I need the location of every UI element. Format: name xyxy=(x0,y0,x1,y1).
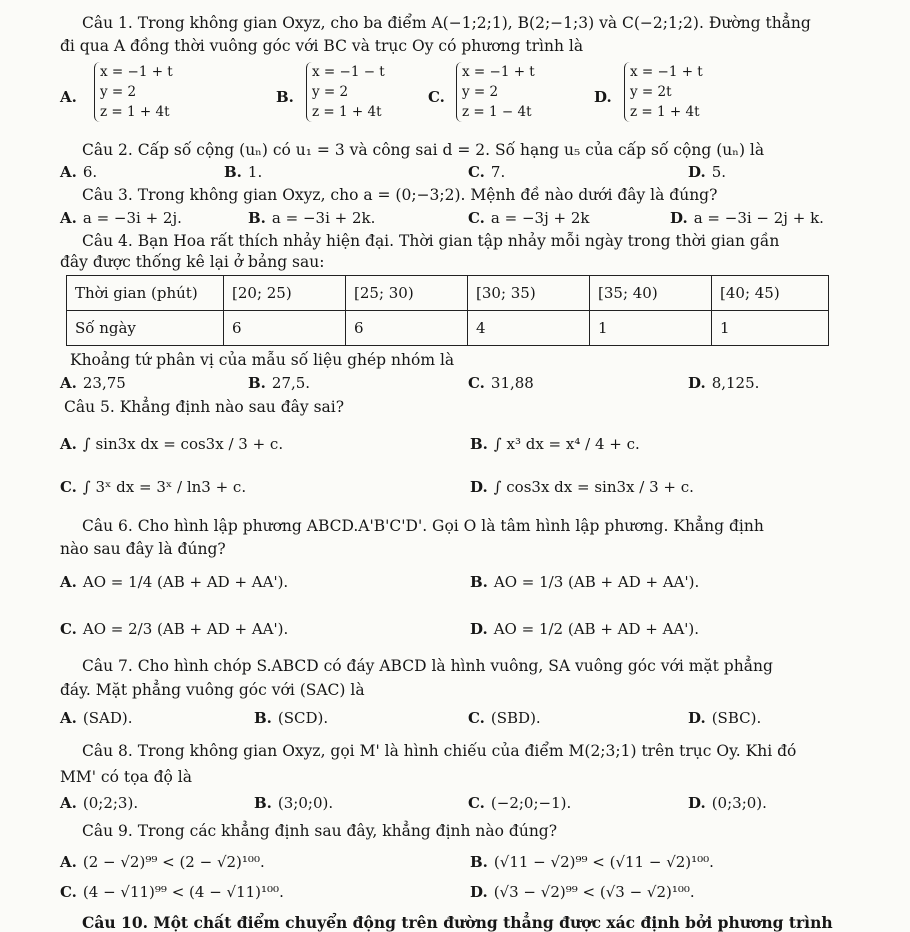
q1-option-a xyxy=(100,62,173,122)
q5-option-b[interactable]: B. ∫ x³ dx = x⁴ / 4 + c. xyxy=(470,435,640,453)
q6-option-a[interactable]: A. AO = 1/4 (AB + AD + AA'). xyxy=(60,573,289,591)
q1-option-c xyxy=(462,62,535,122)
q8-option-c[interactable]: C. (−2;0;−1). xyxy=(468,794,572,812)
q8-stem-line1: Câu 8. Trong không gian Oxyz, gọi M' là hình chiếu của điểm M(2;3;1) trên trục Oy. Khi đó xyxy=(82,742,797,760)
table-cell: [30; 35) xyxy=(468,276,590,311)
q7-option-d[interactable]: D. (SBC). xyxy=(688,709,762,727)
eq-line: z = 1 − 4t xyxy=(462,104,532,120)
q6-stem-line2: nào sau đây là đúng? xyxy=(60,540,226,558)
q2-option-c[interactable]: C. 7. xyxy=(468,163,506,181)
q5-option-d[interactable]: D. ∫ cos3x dx = sin3x / 3 + c. xyxy=(470,478,694,496)
q9-option-d[interactable]: D. (√3 − √2)⁹⁹ < (√3 − √2)¹⁰⁰. xyxy=(470,883,695,901)
table-cell: 4 xyxy=(468,311,590,346)
q1-option-d xyxy=(630,62,703,122)
q9-option-b[interactable]: B. (√11 − √2)⁹⁹ < (√11 − √2)¹⁰⁰. xyxy=(470,853,714,871)
q7-stem-line1: Câu 7. Cho hình chóp S.ABCD có đáy ABCD là hình vuông, SA vuông góc với mặt phẳng xyxy=(82,657,773,675)
q6-option-c[interactable]: C. AO = 2/3 (AB + AD + AA'). xyxy=(60,620,289,638)
q1-label-a[interactable]: A. xyxy=(60,88,77,106)
table-cell: 1 xyxy=(590,311,712,346)
brace-icon xyxy=(624,62,630,122)
q8-option-a[interactable]: A. (0;2;3). xyxy=(60,794,139,812)
eq-line: z = 1 + 4t xyxy=(100,104,170,120)
eq-line: y = 2 xyxy=(312,84,349,100)
q2-option-b[interactable]: B. 1. xyxy=(224,163,263,181)
q1-option-b xyxy=(312,62,385,122)
q8-stem-line2: MM' có tọa độ là xyxy=(60,768,192,786)
q9-option-a[interactable]: A. (2 − √2)⁹⁹ < (2 − √2)¹⁰⁰. xyxy=(60,853,265,871)
q7-stem-line2: đáy. Mặt phẳng vuông góc với (SAC) là xyxy=(60,681,365,699)
q3-option-a[interactable]: A. a = −3i + 2j. xyxy=(60,209,182,227)
q5-option-a[interactable]: A. ∫ sin3x dx = cos3x / 3 + c. xyxy=(60,435,284,453)
q5-stem: Câu 5. Khẳng định nào sau đây sai? xyxy=(64,398,345,416)
q3-option-b[interactable]: B. a = −3i + 2k. xyxy=(248,209,376,227)
q1-stem-line2: đi qua A đồng thời vuông góc với BC và trục Oy có phương trình là xyxy=(60,37,584,55)
table-cell: 6 xyxy=(224,311,346,346)
q6-stem-line1: Câu 6. Cho hình lập phương ABCD.A'B'C'D'. Gọi O là tâm hình lập phương. Khẳng định xyxy=(82,517,764,535)
q2-option-a[interactable]: A. 6. xyxy=(60,163,98,181)
q4-option-c[interactable]: C. 31,88 xyxy=(468,374,534,392)
q5-option-c[interactable]: C. ∫ 3ˣ dx = 3ˣ / ln3 + c. xyxy=(60,478,247,496)
q2-stem: Câu 2. Cấp số cộng (uₙ) có u₁ = 3 và công sai d = 2. Số hạng u₅ của cấp số cộng (uₙ) là xyxy=(82,141,765,159)
table-cell: [40; 45) xyxy=(712,276,829,311)
q4-stem-line1: Câu 4. Bạn Hoa rất thích nhảy hiện đại. Thời gian tập nhảy mỗi ngày trong thời gian gần xyxy=(82,232,780,250)
q9-stem: Câu 9. Trong các khẳng định sau đây, khẳng định nào đúng? xyxy=(82,822,558,840)
table-cell: 1 xyxy=(712,311,829,346)
q4-stem-line3: Khoảng tứ phân vị của mẫu số liệu ghép nhóm là xyxy=(70,351,455,369)
eq-line: x = −1 − t xyxy=(312,64,385,80)
table-row xyxy=(67,311,829,346)
q10-stem: Câu 10. Một chất điểm chuyển động trên đường thẳng được xác định bởi phương trình xyxy=(82,913,833,932)
table-row xyxy=(67,276,829,311)
q9-option-c[interactable]: C. (4 − √11)⁹⁹ < (4 − √11)¹⁰⁰. xyxy=(60,883,284,901)
q6-option-b[interactable]: B. AO = 1/3 (AB + AD + AA'). xyxy=(470,573,700,591)
q1-label-d[interactable]: D. xyxy=(594,88,612,106)
q4-option-a[interactable]: A. 23,75 xyxy=(60,374,126,392)
eq-line: z = 1 + 4t xyxy=(312,104,382,120)
table-cell: [25; 30) xyxy=(346,276,468,311)
q7-option-b[interactable]: B. (SCD). xyxy=(254,709,329,727)
q7-option-a[interactable]: A. (SAD). xyxy=(60,709,133,727)
brace-icon xyxy=(94,62,100,122)
q8-option-d[interactable]: D. (0;3;0). xyxy=(688,794,767,812)
eq-line: x = −1 + t xyxy=(462,64,535,80)
q3-option-c[interactable]: C. a = −3j + 2k xyxy=(468,209,590,227)
frequency-table xyxy=(66,275,829,346)
q3-option-d[interactable]: D. a = −3i − 2j + k. xyxy=(670,209,824,227)
table-cell: [20; 25) xyxy=(224,276,346,311)
q4-option-d[interactable]: D. 8,125. xyxy=(688,374,760,392)
table-cell: Số ngày xyxy=(67,311,224,346)
q1-label-b[interactable]: B. xyxy=(276,88,294,106)
q3-stem: Câu 3. Trong không gian Oxyz, cho a = (0;−3;2). Mệnh đề nào dưới đây là đúng? xyxy=(82,186,718,204)
eq-line: y = 2t xyxy=(630,84,672,100)
eq-line: y = 2 xyxy=(100,84,137,100)
brace-icon xyxy=(306,62,312,122)
q4-stem-line2: đây được thống kê lại ở bảng sau: xyxy=(60,253,325,271)
eq-line: x = −1 + t xyxy=(100,64,173,80)
q1-label-c[interactable]: C. xyxy=(428,88,445,106)
q2-option-d[interactable]: D. 5. xyxy=(688,163,727,181)
table-cell: Thời gian (phút) xyxy=(67,276,224,311)
q8-option-b[interactable]: B. (3;0;0). xyxy=(254,794,334,812)
q1-stem-line1: Câu 1. Trong không gian Oxyz, cho ba điểm A(−1;2;1), B(2;−1;3) và C(−2;1;2). Đường thẳng xyxy=(82,14,811,32)
brace-icon xyxy=(456,62,462,122)
eq-line: x = −1 + t xyxy=(630,64,703,80)
eq-line: y = 2 xyxy=(462,84,499,100)
q4-option-b[interactable]: B. 27,5. xyxy=(248,374,311,392)
q6-option-d[interactable]: D. AO = 1/2 (AB + AD + AA'). xyxy=(470,620,700,638)
table-cell: 6 xyxy=(346,311,468,346)
eq-line: z = 1 + 4t xyxy=(630,104,700,120)
q7-option-c[interactable]: C. (SBD). xyxy=(468,709,541,727)
table-cell: [35; 40) xyxy=(590,276,712,311)
